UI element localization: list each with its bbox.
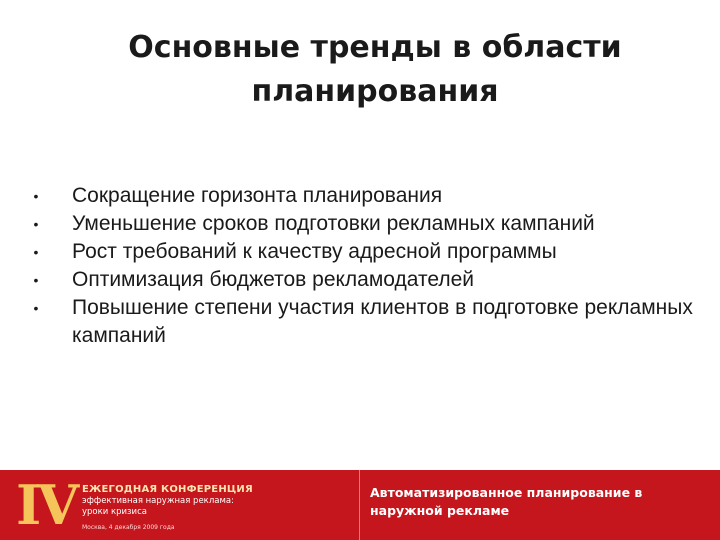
bullet-item xyxy=(30,294,700,350)
conference-date: Москва, 4 декабря 2009 года xyxy=(82,524,175,531)
bullet-dot-icon: • xyxy=(33,300,39,316)
bullet-text: Сокращение горизонта планирования xyxy=(72,184,443,207)
title-line-2: планирования xyxy=(251,74,499,109)
slide-title xyxy=(60,26,690,114)
bullet-dot-icon: • xyxy=(33,216,39,232)
footer-presentation-title: Автоматизированное планирование в наружной рекламе xyxy=(370,485,643,518)
bullet-list xyxy=(30,182,700,350)
conference-logo xyxy=(0,470,355,540)
conference-subtitle-2: уроки кризиса xyxy=(82,507,147,517)
bullet-dot-icon: • xyxy=(33,188,39,204)
bullet-text: Оптимизация бюджетов рекламодателей xyxy=(72,268,475,291)
bullet-item xyxy=(30,266,700,294)
bullet-item xyxy=(30,182,700,210)
bullet-dot-icon: • xyxy=(33,244,39,260)
footer-banner xyxy=(0,470,720,540)
bullet-item xyxy=(30,238,700,266)
bullet-text: Повышение степени участия клиентов в подготовке рекламных кампаний xyxy=(72,296,693,347)
conference-info xyxy=(82,484,342,532)
conference-name: ЕЖЕГОДНАЯ КОНФЕРЕНЦИЯ xyxy=(82,484,253,495)
conference-subtitle-1: эффективная наружная реклама: xyxy=(82,496,234,506)
title-line-1: Основные тренды в области xyxy=(128,30,622,65)
bullet-item xyxy=(30,210,700,238)
bullet-text: Рост требований к качеству адресной программы xyxy=(72,240,557,263)
bullet-text: Уменьшение сроков подготовки рекламных кампаний xyxy=(72,212,595,235)
bullet-dot-icon: • xyxy=(33,272,39,288)
roman-numeral-logo: IV xyxy=(16,473,76,537)
